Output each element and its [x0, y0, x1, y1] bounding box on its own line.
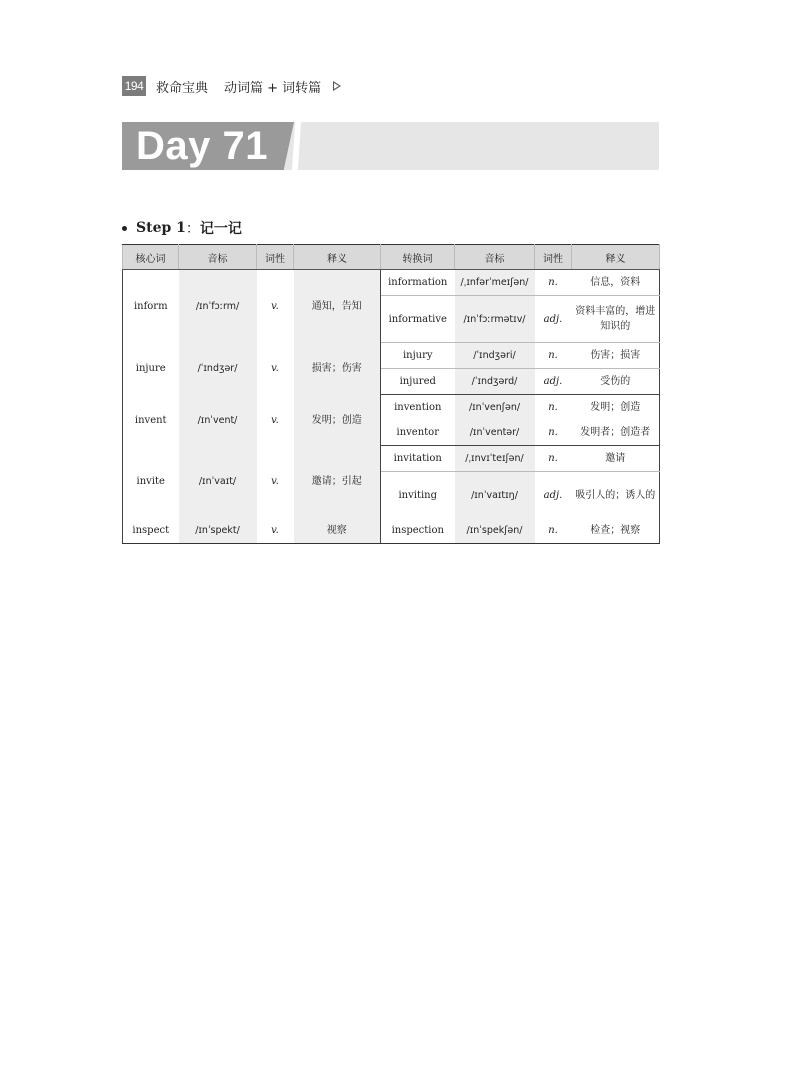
derived-word: invention [394, 402, 442, 413]
derived-ipa: /ˌɪnfərˈmeɪʃən/ [455, 270, 535, 296]
core-ipa: /ɪnˈfɔːrm/ [179, 270, 257, 343]
bullet-icon [122, 226, 127, 231]
step-label: Step 1 [136, 220, 186, 236]
core-pos: v. [271, 363, 279, 374]
derived-word: inviting [398, 489, 438, 501]
derived-word: inventor [381, 420, 455, 446]
derived-meaning: 邀请 [572, 446, 660, 472]
core-word: inspect [123, 518, 179, 544]
day-banner [122, 122, 659, 170]
vocabulary-table [122, 244, 660, 544]
column-header: 词性 [535, 245, 572, 270]
derived-meaning: 发明者；创造者 [572, 420, 660, 446]
column-header: 释义 [294, 245, 381, 270]
table-row [123, 446, 660, 472]
table-row [123, 395, 660, 421]
core-meaning: 发明；创造 [294, 395, 381, 446]
derived-word: invitation [381, 446, 455, 472]
derived-word: information [381, 270, 455, 296]
triangle-right-icon [333, 81, 341, 91]
core-pos: v. [271, 414, 279, 426]
derived-word: injury [381, 343, 455, 369]
derived-ipa: /ɪnˈvaɪtɪŋ/ [455, 472, 535, 519]
core-word: inform [133, 300, 168, 312]
derived-ipa: /ˈɪndʒərd/ [455, 369, 535, 395]
core-ipa: /ɪnˈvaɪt/ [179, 446, 257, 519]
day-title: Day 71 [136, 124, 268, 168]
step-text: 记一记 [199, 221, 242, 237]
section-title: 动词篇 + 词转篇 [224, 80, 322, 96]
derived-pos: n. [535, 518, 572, 544]
step-heading [122, 218, 242, 238]
derived-word: inspection [381, 518, 455, 544]
derived-meaning: 检查；视察 [572, 518, 660, 544]
column-header: 音标 [455, 245, 535, 270]
derived-ipa: /ɪnˈventər/ [455, 420, 535, 446]
core-ipa: /ˈɪndʒər/ [179, 343, 257, 395]
derived-ipa: /ɪnˈspekʃən/ [455, 518, 535, 544]
core-meaning: 损害；伤害 [294, 343, 381, 395]
derived-pos: n. [535, 270, 572, 296]
core-word: invent [134, 414, 167, 426]
page-number: 194 [122, 76, 146, 96]
core-meaning: 邀请；引起 [294, 446, 381, 519]
derived-meaning: 伤害；损害 [572, 343, 660, 369]
table-header-row [123, 245, 660, 270]
core-meaning: 视察 [294, 518, 381, 544]
derived-pos: adj. [535, 369, 572, 395]
derived-pos: n. [548, 402, 558, 413]
table-row [123, 518, 660, 544]
derived-meaning: 受伤的 [572, 369, 660, 395]
column-header: 音标 [179, 245, 257, 270]
derived-pos: n. [535, 446, 572, 472]
derived-pos: n. [535, 343, 572, 369]
derived-meaning: 发明；创造 [590, 402, 641, 413]
derived-meaning: 资料丰富的，增进知识的 [572, 296, 660, 343]
derived-ipa: /ɪnˈvenʃən/ [455, 395, 535, 421]
core-ipa: /ɪnˈvent/ [179, 395, 257, 446]
derived-word: informative [381, 296, 455, 343]
derived-word: injured [381, 369, 455, 395]
step-separator: ： [185, 221, 200, 237]
column-header: 词性 [257, 245, 294, 270]
derived-pos: adj. [535, 296, 572, 343]
derived-ipa: /ˌɪnvɪˈteɪʃən/ [455, 446, 535, 472]
column-header: 转换词 [381, 245, 455, 270]
core-word: invite [136, 476, 165, 488]
core-pos: v. [257, 518, 294, 544]
page-header [122, 75, 341, 97]
core-pos: v. [271, 476, 279, 488]
table-row [123, 270, 660, 296]
derived-meaning: 吸引人的；诱人的 [575, 489, 656, 501]
column-header: 释义 [572, 245, 660, 270]
core-word: injure [135, 363, 166, 374]
core-ipa: /ɪnˈspekt/ [179, 518, 257, 544]
derived-meaning: 信息，资料 [572, 270, 660, 296]
derived-pos: n. [535, 420, 572, 446]
derived-pos: adj. [543, 489, 563, 501]
core-pos: v. [271, 300, 279, 312]
book-title: 救命宝典 [156, 80, 209, 96]
column-header: 核心词 [123, 245, 179, 270]
core-meaning: 通知，告知 [294, 270, 381, 343]
derived-ipa: /ɪnˈfɔːrmətɪv/ [455, 296, 535, 343]
table-row [123, 343, 660, 369]
derived-ipa: /ˈɪndʒəri/ [455, 343, 535, 369]
